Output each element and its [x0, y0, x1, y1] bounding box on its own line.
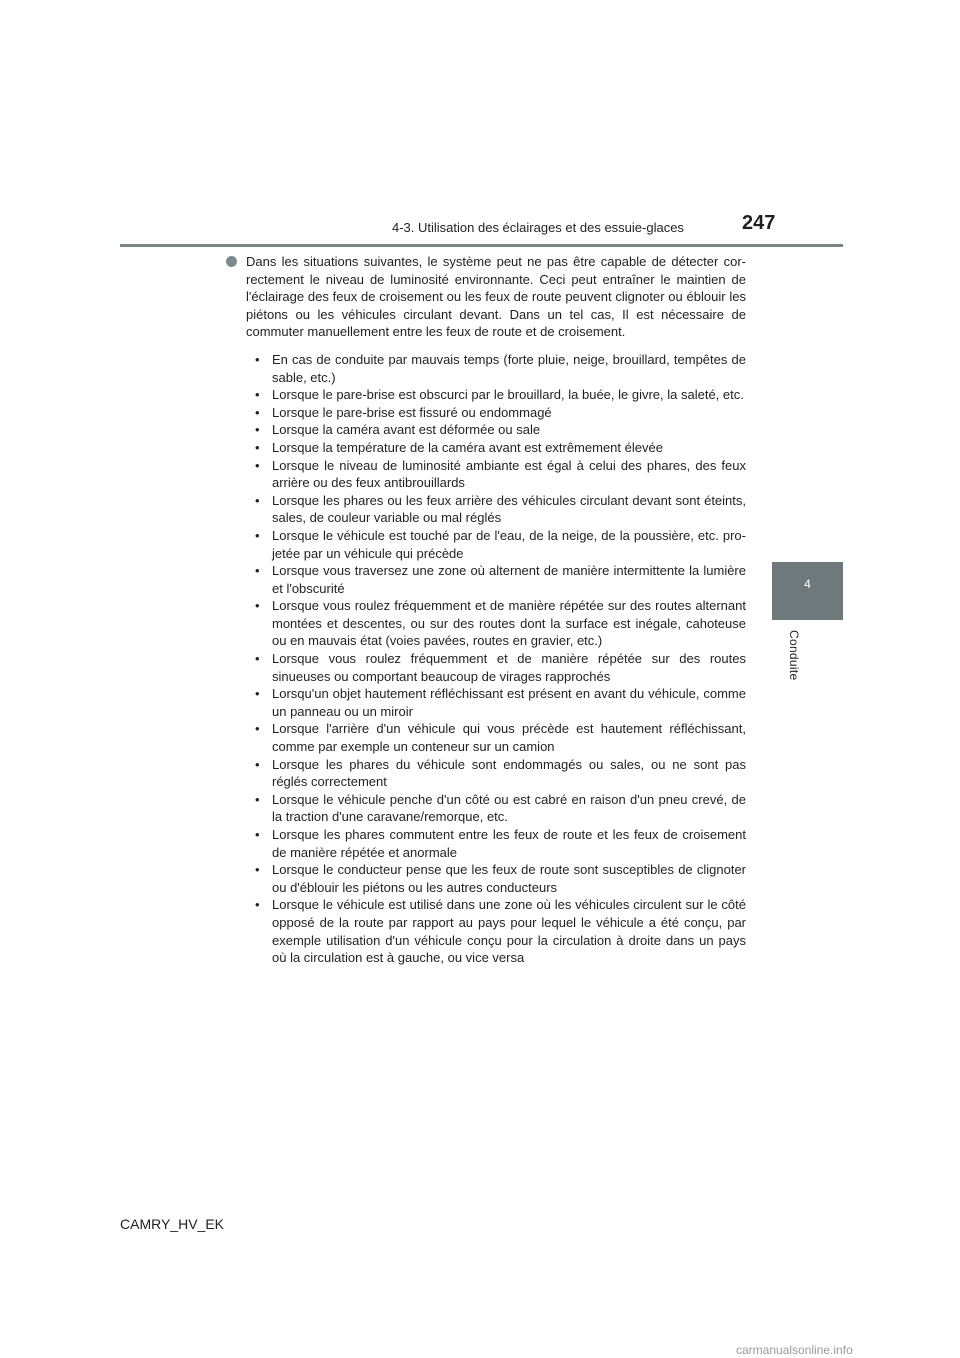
list-item: • Lorsque le conducteur pense que les feux de route sont susceptibles de clignoter ou d'éblouir les piétons ou les autres conducteurs [254, 861, 746, 896]
list-item: • Lorsque le véhicule est touché par de l'eau, de la neige, de la poussière, etc. pro-jetée par un véhicule qui précède [254, 527, 746, 562]
lead-paragraph [226, 253, 746, 341]
section-title: 4-3. Utilisation des éclairages et des essuie-glaces [392, 220, 684, 235]
watermark: carmanualsonline.info [736, 1343, 853, 1357]
page-number: 247 [742, 212, 776, 234]
lead-text: Dans les situations suivantes, le système peut ne pas être capable de détecter cor-rectement le niveau de luminosité environnante. Ceci peut entraîner le maintien de l'éclairage des feux de croisement ou les feux de route peuvent clignoter ou éblouir les piétons ou les véhicules circulant devant. Dans un tel cas, Il est nécessaire de commuter manuellement entre les feux de route et de croisement. [246, 254, 746, 340]
document-code: CAMRY_HV_EK [120, 1216, 225, 1232]
list-item: • Lorsque les phares commutent entre les feux de route et les feux de croisement de manière répétée et anormale [254, 826, 746, 861]
list-item: • Lorsqu'un objet hautement réfléchissant est présent en avant du véhicule, comme un panneau ou un miroir [254, 685, 746, 720]
list-item: • Lorsque la température de la caméra avant est extrêmement élevée [254, 439, 746, 457]
list-item: • Lorsque la caméra avant est déformée ou sale [254, 421, 746, 439]
condition-list [226, 351, 746, 967]
list-item: • Lorsque vous roulez fréquemment et de manière répétée sur des routes sinueuses ou comportant beaucoup de virages rapprochés [254, 650, 746, 685]
chapter-label: Conduite [787, 630, 801, 681]
list-item: • Lorsque l'arrière d'un véhicule qui vous précède est hautement réfléchissant, comme par exemple un conteneur sur un camion [254, 720, 746, 755]
list-item: • Lorsque les phares ou les feux arrière des véhicules circulant devant sont éteints, sales, de couleur variable ou mal réglés [254, 492, 746, 527]
list-item: • Lorsque vous traversez une zone où alternent de manière intermittente la lumière et l'obscurité [254, 562, 746, 597]
list-item: • Lorsque le véhicule penche d'un côté ou est cabré en raison d'un pneu crevé, de la traction d'une caravane/remorque, etc. [254, 791, 746, 826]
header-divider [120, 244, 843, 247]
list-item: • Lorsque le pare-brise est obscurci par le brouillard, la buée, le givre, la saleté, etc. [254, 386, 746, 404]
circle-bullet-icon [226, 256, 237, 267]
list-item: • Lorsque le pare-brise est fissuré ou endommagé [254, 404, 746, 422]
chapter-number: 4 [804, 577, 811, 591]
main-content [226, 253, 746, 967]
list-item: • Lorsque le niveau de luminosité ambiante est égal à celui des phares, des feux arrière ou des feux antibrouillards [254, 457, 746, 492]
list-item: • Lorsque le véhicule est utilisé dans une zone où les véhicules circulent sur le côté opposé de la route par rapport au pays pour lequel le véhicule a été conçu, par exemple utilisation d'un véhicule conçu pour la circulation à droite dans un pays où la circulation est à gauche, ou vice versa [254, 896, 746, 966]
list-item: • En cas de conduite par mauvais temps (forte pluie, neige, brouillard, tempêtes de sable, etc.) [254, 351, 746, 386]
list-item: • Lorsque les phares du véhicule sont endommagés ou sales, ou ne sont pas réglés correctement [254, 756, 746, 791]
chapter-tab [772, 562, 843, 620]
list-item: • Lorsque vous roulez fréquemment et de manière répétée sur des routes alternant montées et descentes, ou sur des routes dont la surface est inégale, cahoteuse ou en mauvais état (voies pavées, routes en gravier, etc.) [254, 597, 746, 650]
